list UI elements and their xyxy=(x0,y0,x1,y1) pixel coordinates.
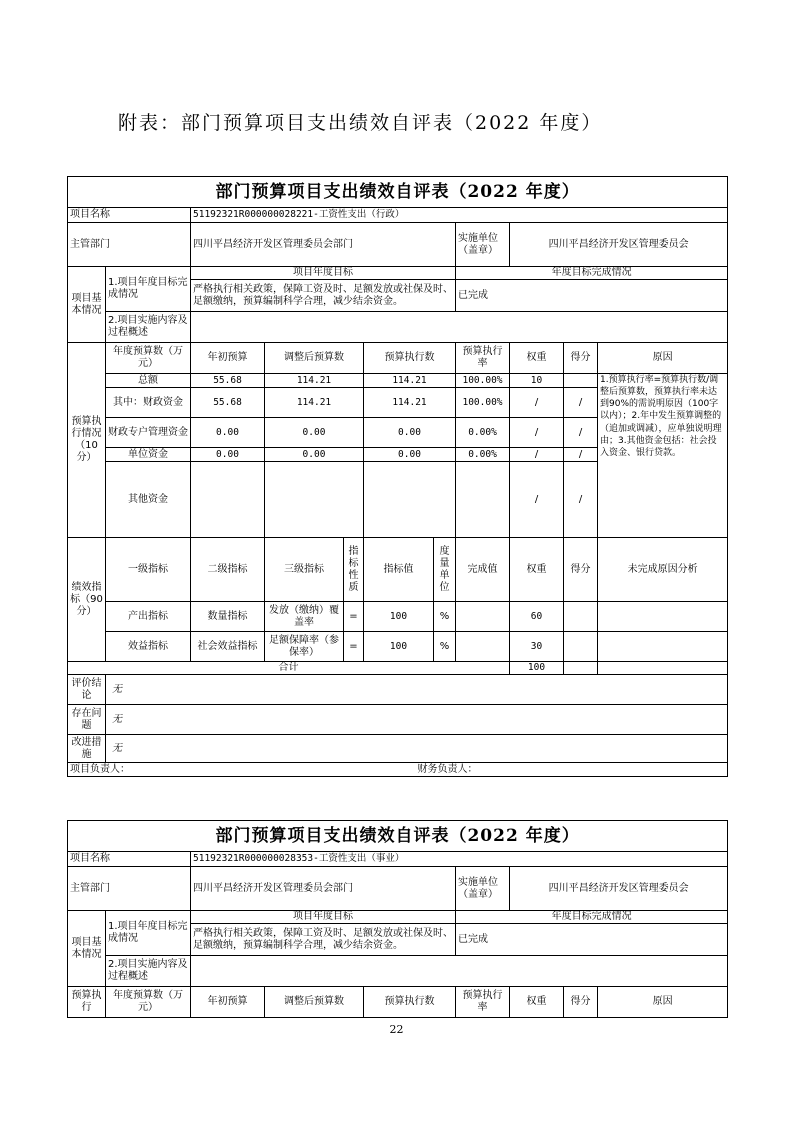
page-heading: 附表：部门预算项目支出绩效自评表（2022 年度） xyxy=(118,112,603,134)
ind2-level1: 效益指标 xyxy=(106,632,191,662)
total-label: 总额 xyxy=(106,374,191,388)
fiscal-score: / xyxy=(564,388,598,418)
improvements-value: 无 xyxy=(106,735,728,763)
sum-weight: 100 xyxy=(510,662,564,675)
form2-dept-value: 四川平昌经济开发区管理委员会部门 xyxy=(191,867,456,911)
fiscal-label: 其中：财政资金 xyxy=(106,388,191,418)
form2-project-name-value: 51192321R000000028353-工资性支出（事业） xyxy=(191,852,728,867)
ind1-analysis xyxy=(598,602,728,632)
ind1-level2: 数量指标 xyxy=(191,602,265,632)
ind2-level3: 足额保障率（参保率） xyxy=(265,632,344,662)
form2-goal-completion-label: 1.项目年度目标完成情况 xyxy=(106,911,191,956)
exec-amount-header: 预算执行数 xyxy=(364,343,456,374)
indicator-value-header: 指标值 xyxy=(364,538,434,602)
ind1-weight: 60 xyxy=(510,602,564,632)
perf-indicators-label: 绩效指标（90分） xyxy=(68,538,106,662)
evaluation-label: 评价结论 xyxy=(68,675,106,705)
completion-value-header: 完成值 xyxy=(456,538,510,602)
goal-status-value: 已完成 xyxy=(456,280,728,312)
annual-goal-header: 项目年度目标 xyxy=(191,267,456,280)
unit-weight: / xyxy=(510,448,564,462)
exec-rate-header: 预算执行率 xyxy=(456,343,510,374)
other-initial xyxy=(191,462,265,538)
ind2-nature: = xyxy=(344,632,364,662)
ind1-nature: = xyxy=(344,602,364,632)
impl-unit-label: 实施单位（盖章） xyxy=(456,223,510,267)
adjusted-budget-header: 调整后预算数 xyxy=(265,343,364,374)
annual-goal-text: 严格执行相关政策，保障工资及时、足额发放或社保及时、足额缴纳，预算编制科学合理，减少结余资金。 xyxy=(191,280,456,312)
unit-score: / xyxy=(564,448,598,462)
process-summary-label: 2.项目实施内容及过程概述 xyxy=(106,312,191,343)
nature-header: 指标性质 xyxy=(344,538,364,602)
improvements-label: 改进措施 xyxy=(68,735,106,763)
ind1-score xyxy=(564,602,598,632)
level2-header: 二级指标 xyxy=(191,538,265,602)
fiscal-weight: / xyxy=(510,388,564,418)
form2-process-summary-value xyxy=(191,956,728,987)
form2-project-name-label: 项目名称 xyxy=(68,852,191,867)
total-adjusted: 114.21 xyxy=(265,374,364,388)
self-eval-form-2 xyxy=(67,820,728,1018)
total-score xyxy=(564,374,598,388)
level1-header: 一级指标 xyxy=(106,538,191,602)
other-adjusted xyxy=(265,462,364,538)
form2-goal-status-header: 年度目标完成情况 xyxy=(456,911,728,924)
sum-blank xyxy=(598,662,728,675)
ind1-value: 100 xyxy=(364,602,434,632)
ind-score-header: 得分 xyxy=(564,538,598,602)
unit-measure-header: 度量单位 xyxy=(434,538,456,602)
unit-executed: 0.00 xyxy=(364,448,456,462)
initial-budget-header: 年初预算 xyxy=(191,343,265,374)
ind1-completion xyxy=(456,602,510,632)
form-title: 部门预算项目支出绩效自评表（2022 年度） xyxy=(68,177,728,208)
reason-note: 1.预算执行率=预算执行数/调整后预算数，预算执行率未达到90%的需说明原因（100字以内）；2.年中发生预算调整的（追加或调减），应单独说明理由；3.其他资金包括：社会投入资金、银行贷款。 xyxy=(598,374,728,538)
budget-amount-header: 年度预算数（万元） xyxy=(106,343,191,374)
form2-annual-goal-text: 严格执行相关政策，保障工资及时、足额发放或社保及时、足额缴纳，预算编制科学合理，减少结余资金。 xyxy=(191,924,456,956)
dept-value: 四川平昌经济开发区管理委员会部门 xyxy=(191,223,456,267)
form2-adjusted-budget-header: 调整后预算数 xyxy=(265,987,364,1018)
total-initial: 55.68 xyxy=(191,374,265,388)
fiscal-executed: 114.21 xyxy=(364,388,456,418)
ind2-unit: % xyxy=(434,632,456,662)
special-adjusted: 0.00 xyxy=(265,418,364,448)
ind2-value: 100 xyxy=(364,632,434,662)
special-score: / xyxy=(564,418,598,448)
unit-funds-label: 单位资金 xyxy=(106,448,191,462)
project-name-label: 项目名称 xyxy=(68,208,191,223)
form2-initial-budget-header: 年初预算 xyxy=(191,987,265,1018)
form2-title: 部门预算项目支出绩效自评表（2022 年度） xyxy=(68,821,728,852)
other-score: / xyxy=(564,462,598,538)
weight-header: 权重 xyxy=(510,343,564,374)
total-rate: 100.00% xyxy=(456,374,510,388)
fiscal-adjusted: 114.21 xyxy=(265,388,364,418)
form2-basic-info-label: 项目基本情况 xyxy=(68,911,106,987)
project-name-value: 51192321R000000028221-工资性支出（行政） xyxy=(191,208,728,223)
other-executed xyxy=(364,462,456,538)
form2-dept-label: 主管部门 xyxy=(68,867,191,911)
problems-label: 存在问题 xyxy=(68,705,106,735)
ind2-level2: 社会效益指标 xyxy=(191,632,265,662)
goal-status-header: 年度目标完成情况 xyxy=(456,267,728,280)
unit-rate: 0.00% xyxy=(456,448,510,462)
form2-process-summary-label: 2.项目实施内容及过程概述 xyxy=(106,956,191,987)
special-rate: 0.00% xyxy=(456,418,510,448)
form2-weight-header: 权重 xyxy=(510,987,564,1018)
ind2-weight: 30 xyxy=(510,632,564,662)
total-executed: 114.21 xyxy=(364,374,456,388)
form2-budget-exec-label: 预算执行 xyxy=(68,987,106,1018)
process-summary-value xyxy=(191,312,728,343)
ind1-unit: % xyxy=(434,602,456,632)
form2-reason-header: 原因 xyxy=(598,987,728,1018)
page-number: 22 xyxy=(389,1023,404,1036)
level3-header: 三级指标 xyxy=(265,538,344,602)
ind2-analysis xyxy=(598,632,728,662)
other-rate xyxy=(456,462,510,538)
ind2-score xyxy=(564,632,598,662)
form2-exec-amount-header: 预算执行数 xyxy=(364,987,456,1018)
evaluation-value: 无 xyxy=(106,675,728,705)
special-weight: / xyxy=(510,418,564,448)
special-initial: 0.00 xyxy=(191,418,265,448)
form2-score-header: 得分 xyxy=(564,987,598,1018)
sum-label: 合计 xyxy=(68,662,510,675)
project-lead-label: 项目负责人： xyxy=(68,763,416,777)
impl-unit-value: 四川平昌经济开发区管理委员会 xyxy=(510,223,728,267)
total-weight: 10 xyxy=(510,374,564,388)
other-weight: / xyxy=(510,462,564,538)
ind-weight-header: 权重 xyxy=(510,538,564,602)
form2-budget-amount-header: 年度预算数（万元） xyxy=(106,987,191,1018)
problems-value: 无 xyxy=(106,705,728,735)
form2-exec-rate-header: 预算执行率 xyxy=(456,987,510,1018)
ind2-completion xyxy=(456,632,510,662)
budget-exec-label: 预算执行情况（10分） xyxy=(68,343,106,538)
dept-label: 主管部门 xyxy=(68,223,191,267)
ind1-level3: 发放（缴纳）覆盖率 xyxy=(265,602,344,632)
ind1-level1: 产出指标 xyxy=(106,602,191,632)
other-funds-label: 其他资金 xyxy=(106,462,191,538)
reason-header: 原因 xyxy=(598,343,728,374)
self-eval-form-1 xyxy=(67,176,728,777)
score-header: 得分 xyxy=(564,343,598,374)
form2-impl-unit-label: 实施单位（盖章） xyxy=(456,867,510,911)
basic-info-label: 项目基本情况 xyxy=(68,267,106,343)
fiscal-initial: 55.68 xyxy=(191,388,265,418)
form2-annual-goal-header: 项目年度目标 xyxy=(191,911,456,924)
finance-lead-label: 财务负责人： xyxy=(416,763,728,777)
unit-initial: 0.00 xyxy=(191,448,265,462)
fiscal-rate: 100.00% xyxy=(456,388,510,418)
unit-adjusted: 0.00 xyxy=(265,448,364,462)
form2-goal-status-value: 已完成 xyxy=(456,924,728,956)
form2-impl-unit-value: 四川平昌经济开发区管理委员会 xyxy=(510,867,728,911)
special-account-label: 财政专户管理资金 xyxy=(106,418,191,448)
special-executed: 0.00 xyxy=(364,418,456,448)
goal-completion-label: 1.项目年度目标完成情况 xyxy=(106,267,191,312)
sum-score xyxy=(564,662,598,675)
unfinished-header: 未完成原因分析 xyxy=(598,538,728,602)
